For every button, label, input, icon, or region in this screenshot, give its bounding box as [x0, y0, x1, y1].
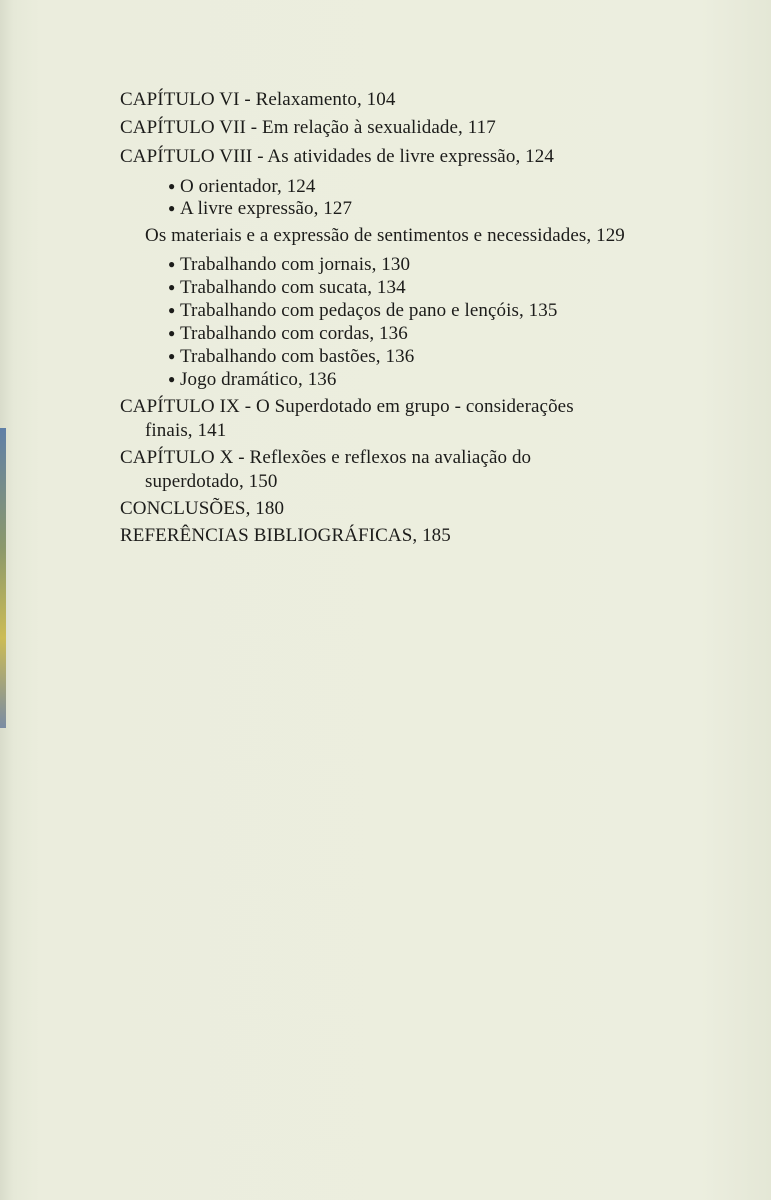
bullet-icon: ●	[168, 326, 176, 340]
bullet-icon: ●	[168, 201, 176, 215]
toc-item: ● Trabalhando com bastões, 136	[168, 346, 415, 367]
toc-item: ● Trabalhando com sucata, 134	[168, 277, 406, 298]
toc-item: ● Trabalhando com pedaços de pano e lençóis, 135	[168, 300, 558, 321]
toc-chapter-8: CAPÍTULO VIII - As atividades de livre expressão, 124	[120, 146, 554, 167]
toc-item: ● Jogo dramático, 136	[168, 369, 337, 390]
toc-chapter-9: CAPÍTULO IX - O Superdotado em grupo - considerações	[120, 396, 574, 417]
toc-chapter-7: CAPÍTULO VII - Em relação à sexualidade, 117	[120, 117, 496, 138]
toc-conclusions: CONCLUSÕES, 180	[120, 498, 285, 519]
bullet-icon: ●	[168, 303, 176, 317]
toc-chapter-10: CAPÍTULO X - Reflexões e reflexos na avaliação do	[120, 447, 532, 468]
toc-item: ● O orientador, 124	[168, 176, 316, 197]
toc-references: REFERÊNCIAS BIBLIOGRÁFICAS, 185	[120, 525, 451, 546]
bullet-icon: ●	[168, 349, 176, 363]
toc-chapter-10-cont: superdotado, 150	[145, 471, 278, 492]
toc-chapter-6: CAPÍTULO VI - Relaxamento, 104	[120, 89, 396, 110]
bullet-icon: ●	[168, 280, 176, 294]
bullet-icon: ●	[168, 179, 176, 193]
bullet-icon: ●	[168, 372, 176, 386]
toc-item: ● Trabalhando com jornais, 130	[168, 254, 411, 275]
toc-chapter-9-cont: finais, 141	[145, 420, 227, 441]
bullet-icon: ●	[168, 257, 176, 271]
toc-item: ● Trabalhando com cordas, 136	[168, 323, 408, 344]
toc-materials-heading: Os materiais e a expressão de sentimentos e necessidades, 129	[145, 225, 625, 246]
toc-item: ● A livre expressão, 127	[168, 198, 353, 219]
